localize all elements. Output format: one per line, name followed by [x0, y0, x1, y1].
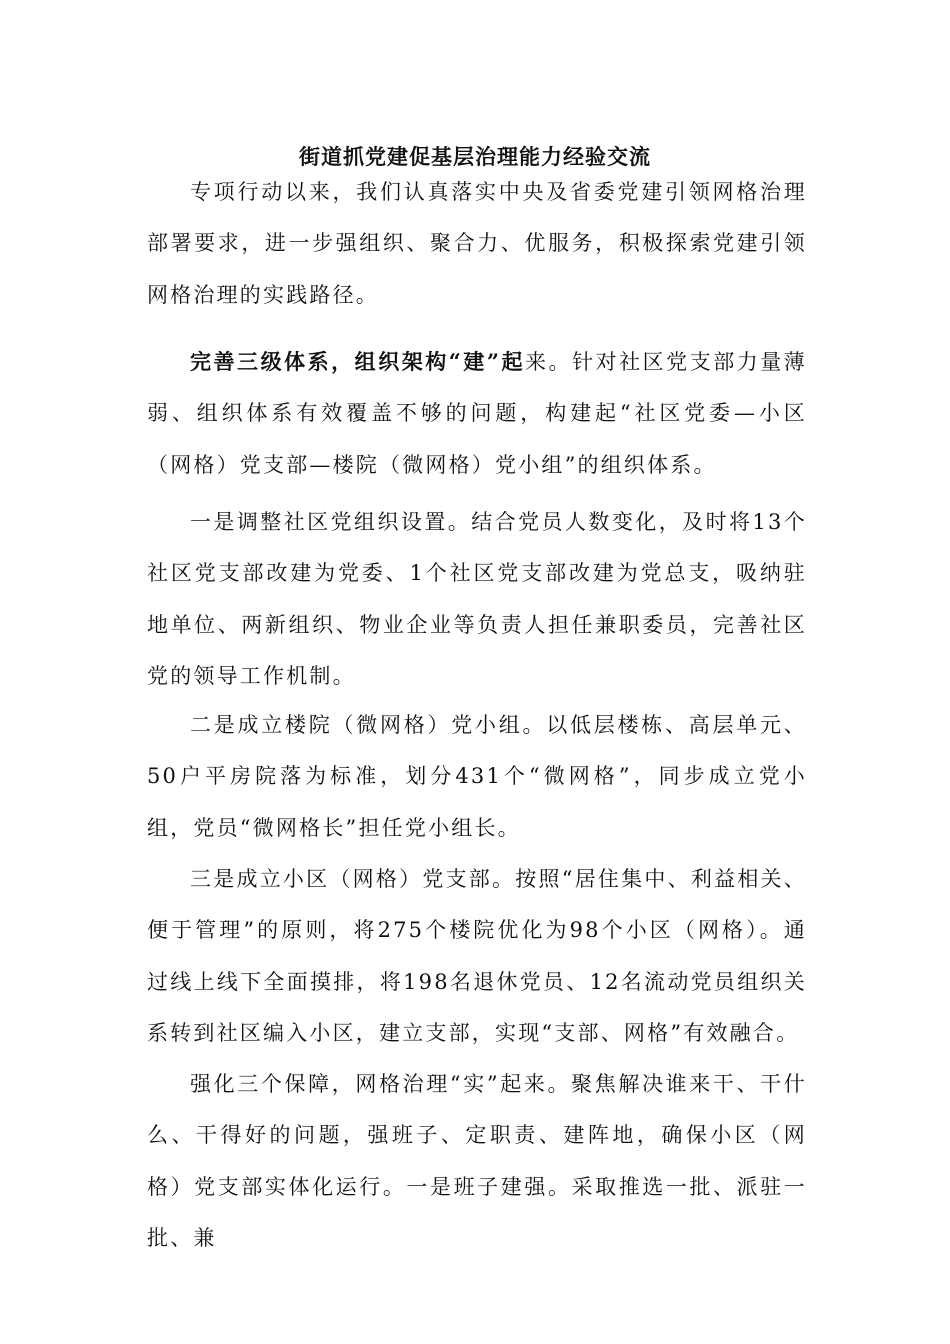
paragraph-text: 三是成立小区（网格）党支部。按照“居住集中、利益相关、便于管理”的原则，将275个楼院优化为98个小区（网格）。通过线上线下全面摸排，将198名退休党员、12名流动党员组织关系转到社区编入小区，建立支部，实现“支部、网格”有效融合。	[147, 867, 807, 1045]
paragraph-text: 专项行动以来，我们认真落实中央及省委党建引领网格治理部署要求，进一步强组织、聚合力、优服务，积极探索党建引领网格治理的实践路径。	[147, 180, 807, 307]
paragraph-point-three	[147, 854, 807, 1059]
paragraph-three-level-system	[147, 336, 807, 491]
paragraph-heading: 完善三级体系，组织架构“建”起	[190, 349, 526, 374]
paragraph-text: 来。针对社区党支部力量薄弱、组织体系有效覆盖不够的问题，构建起“社区党委—小区（网格）党支部—楼院（微网格）党小组”的组织体系。	[147, 350, 807, 477]
paragraph-text: 强化三个保障，网格治理“实”起来。聚焦解决谁来干、干什么、干得好的问题，强班子、定职责、建阵地，确保小区（网格）党支部实体化运行。一是班子建强。采取推选一批、派驻一批、兼	[147, 1072, 807, 1250]
document-title: 街道抓党建促基层治理能力经验交流	[299, 144, 651, 169]
paragraph-three-guarantees	[147, 1059, 807, 1264]
paragraph-point-two	[147, 700, 807, 854]
paragraph-intro	[147, 167, 807, 321]
paragraph-text: 一是调整社区党组织设置。结合党员人数变化，及时将13个社区党支部改建为党委、1个社区党支部改建为党总支，吸纳驻地单位、两新组织、物业企业等负责人担任兼职委员，完善社区党的领导工作机制。	[147, 510, 807, 688]
paragraph-point-one	[147, 497, 807, 702]
paragraph-text: 二是成立楼院（微网格）党小组。以低层楼栋、高层单元、50户平房院落为标准，划分431个“微网格”，同步成立党小组，党员“微网格长”担任党小组长。	[147, 713, 807, 840]
